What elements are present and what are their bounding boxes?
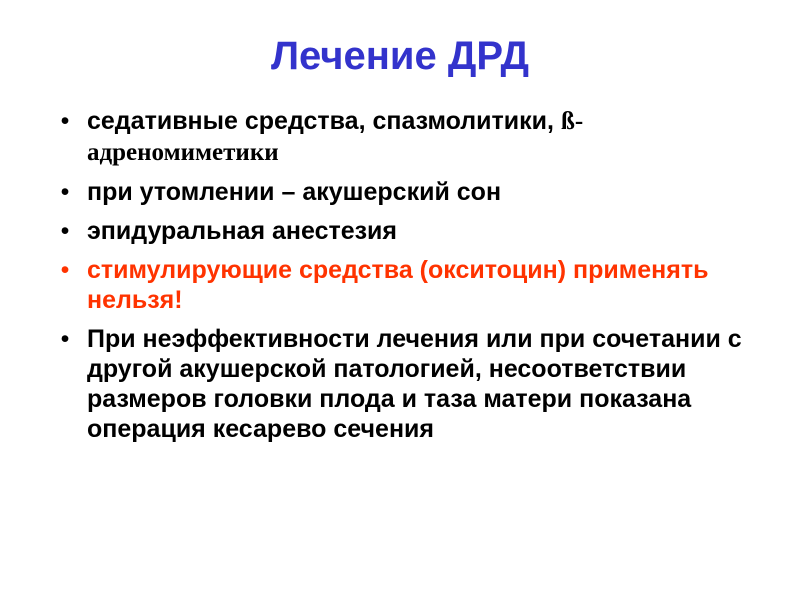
bullet-dot-icon: • bbox=[60, 325, 70, 353]
bullet-text-sedatives: седативные средства, спазмолитики, bbox=[87, 107, 561, 135]
bullet-item-cesarean bbox=[55, 324, 755, 444]
bullet-text-stimulants-warning: стимулирующие средства (окситоцин) применять нельзя! bbox=[87, 256, 709, 314]
bullet-item-sedatives bbox=[55, 106, 755, 168]
bullet-text-epidural: эпидуральная анестезия bbox=[87, 217, 397, 245]
bullet-list bbox=[55, 106, 755, 453]
bullet-dot-icon: • bbox=[60, 107, 70, 135]
bullet-item-stimulants-warning bbox=[55, 255, 755, 315]
bullet-text-obstetric-sleep: при утомлении – акушерский сон bbox=[87, 178, 502, 206]
bullet-item-epidural bbox=[55, 216, 755, 246]
bullet-dot-icon: • bbox=[60, 178, 70, 206]
bullet-text-cesarean: При неэффективности лечения или при сочетании с другой акушерской патологией, несоответствии размеров головки плода и таза матери показана операция кесарево сечения bbox=[87, 325, 742, 443]
bullet-dot-icon: • bbox=[60, 217, 70, 245]
bullet-dot-icon: • bbox=[60, 256, 70, 284]
slide-title: Лечение ДРД bbox=[270, 34, 530, 78]
bullet-item-obstetric-sleep bbox=[55, 177, 755, 207]
bullet-text-beta-agonists: ß-адреномиметики bbox=[87, 108, 584, 166]
